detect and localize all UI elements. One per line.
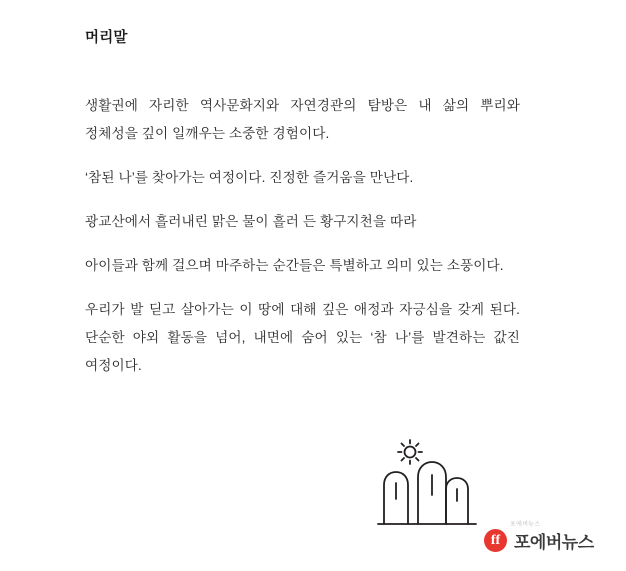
watermark-subtext: 포에버뉴스 bbox=[510, 522, 541, 528]
paragraph: 생활권에 자리한 역사문화지와 자연경관의 탐방은 내 삶의 뿌리와 정체성을 깊이 일깨우는 소중한 경험이다. bbox=[85, 98, 520, 141]
watermark-logo-icon: ff bbox=[484, 529, 507, 552]
paragraph: ‘참된 나’를 찾아가는 여정이다. 진정한 즐거움을 만난다. bbox=[85, 170, 414, 185]
rock-formation-with-sun-icon bbox=[370, 437, 490, 537]
paragraph: 아이들과 함께 걸으며 마주하는 순간들은 특별하고 의미 있는 소풍이다. bbox=[85, 258, 504, 273]
paragraph: 광교산에서 흘러내린 맑은 물이 흘러 든 황구지천을 따라 bbox=[85, 214, 417, 229]
watermark bbox=[484, 522, 594, 553]
document-body bbox=[85, 92, 520, 380]
page-title: 머리말 bbox=[85, 30, 128, 46]
paragraph: 우리가 발 딛고 살아가는 이 땅에 대해 깊은 애정과 자긍심을 갖게 된다. 단순한 야외 활동을 넘어, 내면에 숨어 있는 ‘참 나’를 발견하는 값진 여정이다. bbox=[85, 302, 520, 373]
watermark-brand: 포에버뉴스 bbox=[514, 533, 594, 552]
